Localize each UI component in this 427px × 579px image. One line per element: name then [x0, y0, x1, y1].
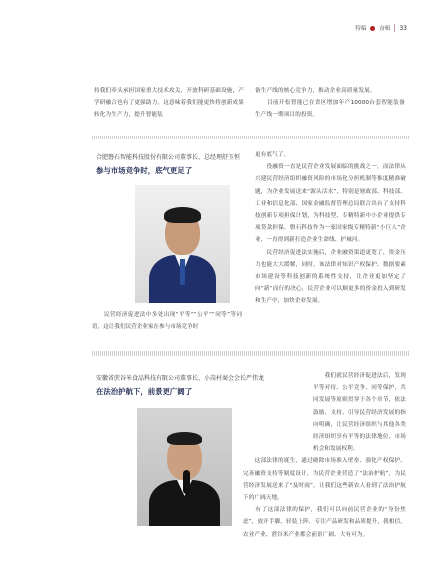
hair-shape — [167, 432, 202, 445]
header-divider — [394, 24, 395, 32]
section-divider-top — [92, 136, 410, 139]
section-1-caption: 民营经济促进法中多处出现“平等”“公平”“同等”等词语，这让我们民营企业家在参与市场竞争时 — [92, 312, 242, 331]
hair-shape — [164, 207, 201, 223]
interviewee-2-photo — [137, 408, 232, 526]
interviewee-2-title: 安徽省蔗谷米食品科技有限公司董事长、小岗村商会会长严伟龙 — [96, 375, 265, 382]
section-2-headline: 在法治护航下，前景更广阔了 — [96, 387, 193, 396]
top-left-column — [94, 85, 244, 122]
interview-section-2 — [92, 366, 410, 566]
top-right-column — [255, 85, 405, 122]
interviewee-1-photo — [135, 185, 230, 303]
section-divider-bottom — [92, 351, 410, 356]
header-dot-icon — [370, 26, 375, 31]
section-1-body — [255, 149, 406, 308]
section-2-body — [243, 370, 406, 541]
section-1-paragraph: 民营经济促进法实施后，企业融资渠道更宽了，资金压力也能大大缓解，同时，该法律对知识产权保护、数据要素市场建设等科技创新的系统性支持，让企业更加坚定了向“新”而行的决心，民营企业可以顺更多的资金投入到研发和生产中，加快企业发展。 — [255, 249, 406, 305]
section-1-headline: 参与市场竞争时，底气更足了 — [96, 166, 193, 175]
header-section: 特稿 — [355, 26, 367, 32]
section-2-paragraph: 有了这部法律的保护，我们可以向前民营企业的“身份焦虑”，放开手脚，轻装上阵，专注产品研发和品质提升，我相信，农业产业、蔗谷米产业都会前景广阔、大有可为。 — [243, 507, 406, 538]
top-right-text: 备生产线的核心竞争力，推动企业高质量发展。 目前开松智能已在省区增加年产10000台套智能装备生产线一期项目的投资。 — [255, 88, 405, 119]
microphone-icon — [183, 470, 190, 494]
interview-section-1 — [92, 145, 410, 345]
interviewee-1-title: 合肥磐石智能科技股份有限公司董事长、总经理舒玉恒 — [96, 154, 241, 161]
top-left-text: 持我们牵头承担国家重大技术攻关，开放科研基础设施，产学研融合也有了更强助力，这意味着我们能更快将创新成果转化为生产力，提升智能装 — [94, 88, 244, 119]
tie-shape — [180, 259, 185, 285]
header-topic: 奋楫 — [379, 26, 391, 32]
section-2-paragraph: 我们就民营经济促进法后，发现平等对待、公平竞争、同等保护、共同发展等原则贯穿于各个章节，依法鼓励、支持、引导民营经济发展的指向明确，让民营经济组织与其他各类经济组织享有平等的法律地位、市场机会和发展权利。 — [313, 373, 406, 453]
section-1-paragraph: 役融资一直是民营企业发展面临的挑战之一，而法律从兴建民营经济组织融资风险的市场化分担机制等推度精准破题，为企业发展送来“源头活水”，特别是财政部、科技部、工业和信息化部、国家金融监督管理总局联合出台了支持科技创新专项担保计划，为科技型、专精特新中小企业提供专项贷款担保，磐石科技作为一家国家级专精特新“小巨人”企业，一直得到新打造企业生命线、护城河。 — [255, 164, 406, 244]
page-header — [355, 22, 407, 34]
page-number: 33 — [399, 24, 407, 32]
section-1-paragraph: 更有底气了。 — [255, 152, 290, 158]
section-2-paragraph: 这部法律的诞生，通过破除市场准入壁垒、强化产权保护、完善融资支持等制度设计，为民营企业营造了“法治护航”，为民营经济发展送来了“及时雨”，让我们这些新农人看到了法治护航下的广阔天地。 — [243, 458, 406, 502]
